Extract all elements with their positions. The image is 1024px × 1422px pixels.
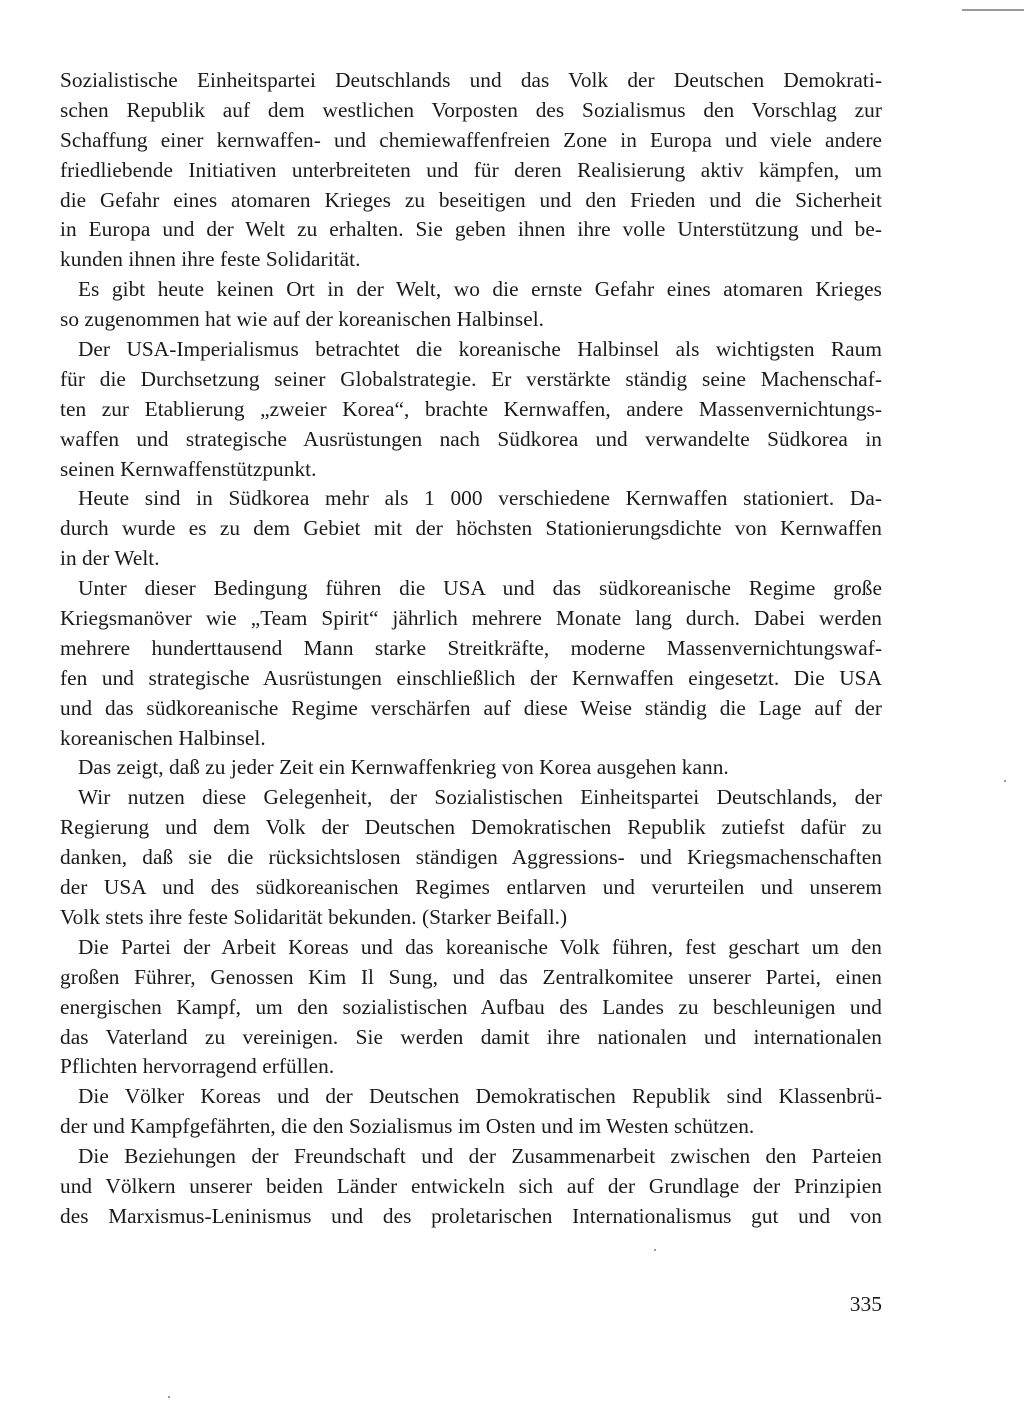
text-line: Regierung und dem Volk der Deutschen Demokratischen Republik zutiefst dafür zu (60, 815, 882, 840)
text-line: die Gefahr eines atomaren Krieges zu beseitigen und den Frieden und die Sicherheit (60, 187, 882, 212)
text-line: und Völkern unserer beiden Länder entwickeln sich auf der Grundlage der Prinzipien (60, 1173, 882, 1198)
text-line: mehrere hunderttausend Mann starke Streitkräfte, moderne Massenvernichtungswaf- (60, 635, 882, 660)
text-line: der USA und des südkoreanischen Regimes entlarven und verurteilen und unserem (60, 875, 882, 900)
text-line: friedliebende Initiativen unterbreiteten und für deren Realisierung aktiv kämpfen, um (60, 157, 882, 182)
text-line: schen Republik auf dem westlichen Vorposten des Sozialismus den Vorschlag zur (60, 97, 882, 122)
paragraph-first-line: Es gibt heute keinen Ort in der Welt, wo die ernste Gefahr eines atomaren Krieges (78, 277, 882, 302)
text-line: in Europa und der Welt zu erhalten. Sie geben ihnen ihre volle Unterstützung und be- (60, 217, 882, 242)
paragraph-first-line: Das zeigt, daß zu jeder Zeit ein Kernwaffenkrieg von Korea ausgehen kann. (78, 755, 729, 780)
paragraph-first-line: Die Völker Koreas und der Deutschen Demokratischen Republik sind Klassenbrü- (78, 1084, 882, 1109)
text-line: waffen und strategische Ausrüstungen nach Südkorea und verwandelte Südkorea in (60, 426, 882, 451)
text-line: fen und strategische Ausrüstungen einschließlich der Kernwaffen eingesetzt. Die USA (60, 665, 882, 690)
scan-speck (654, 1249, 656, 1251)
text-line: Sozialistische Einheitspartei Deutschlands und das Volk der Deutschen Demokrati- (60, 68, 882, 92)
text-line: das Vaterland zu vereinigen. Sie werden damit ihre nationalen und internationalen (60, 1024, 882, 1049)
text-line: Schaffung einer kernwaffen- und chemiewaffenfreien Zone in Europa und viele andere (60, 127, 882, 152)
text-line: koreanischen Halbinsel. (60, 725, 266, 750)
text-line: kunden ihnen ihre feste Solidarität. (60, 247, 361, 272)
text-line: Volk stets ihre feste Solidarität bekunden. (Starker Beifall.) (60, 904, 568, 929)
text-line: großen Führer, Genossen Kim Il Sung, und das Zentralkomitee unserer Partei, einen (60, 964, 882, 989)
text-line: danken, daß sie die rücksichtslosen ständigen Aggressions- und Kriegsmachenschaften (60, 845, 882, 870)
text-line: für die Durchsetzung seiner Globalstrategie. Er verstärkte ständig seine Machenschaf- (60, 366, 882, 391)
text-line: Pflichten hervorragend erfüllen. (60, 1054, 335, 1079)
text-line: Kriegsmanöver wie „Team Spirit“ jährlich mehrere Monate lang durch. Dabei werden (60, 606, 882, 631)
scan-speck (1004, 780, 1006, 782)
paragraph-first-line: Die Partei der Arbeit Koreas und das koreanische Volk führen, fest geschart um den (78, 934, 882, 959)
text-line: in der Welt. (60, 546, 160, 571)
paragraph-first-line: Heute sind in Südkorea mehr als 1 000 verschiedene Kernwaffen stationiert. Da- (78, 486, 882, 511)
text-line: so zugenommen hat wie auf der koreanischen Halbinsel. (60, 307, 545, 332)
paragraph-first-line: Unter dieser Bedingung führen die USA und das südkoreanische Regime große (78, 576, 882, 601)
text-line: durch wurde es zu dem Gebiet mit der höchsten Stationierungsdichte von Kernwaffen (60, 516, 882, 541)
text-line: seinen Kernwaffenstützpunkt. (60, 456, 317, 481)
scan-edge-rule (962, 9, 1024, 11)
text-line: ten zur Etablierung „zweier Korea“, brachte Kernwaffen, andere Massenvernichtungs- (60, 396, 882, 421)
paragraph-first-line: Wir nutzen diese Gelegenheit, der Sozialistischen Einheitspartei Deutschlands, der (78, 785, 882, 810)
text-line: energischen Kampf, um den sozialistischen Aufbau des Landes zu beschleunigen und (60, 994, 882, 1019)
text-line: des Marxismus-Leninismus und des proletarischen Internationalismus gut und von (60, 1203, 882, 1228)
text-line: der und Kampfgefährten, die den Sozialismus im Osten und im Westen schützen. (60, 1114, 755, 1139)
page-number: 335 (849, 1292, 882, 1316)
paragraph-first-line: Der USA-Imperialismus betrachtet die koreanische Halbinsel als wichtigsten Raum (78, 337, 882, 362)
text-line: und das südkoreanische Regime verschärfen auf diese Weise ständig die Lage auf der (60, 695, 882, 720)
paragraph-first-line: Die Beziehungen der Freundschaft und der Zusammenarbeit zwischen den Parteien (78, 1144, 882, 1169)
scan-speck (168, 1396, 170, 1398)
body-text (60, 66, 882, 1232)
